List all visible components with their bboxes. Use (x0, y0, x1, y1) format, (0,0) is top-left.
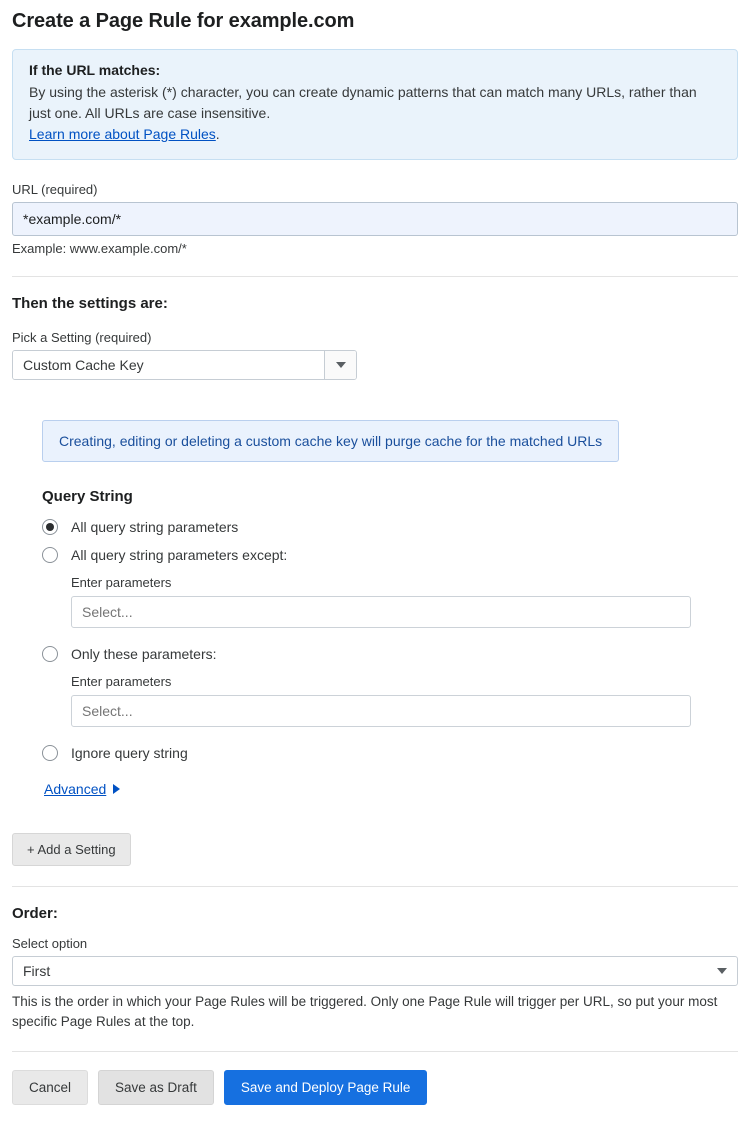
learn-more-link[interactable]: Learn more about Page Rules (29, 126, 216, 142)
only-params-label: Enter parameters (71, 674, 172, 689)
purge-warning: Creating, editing or deleting a custom cache key will purge cache for the matched URLs (42, 420, 619, 462)
order-help-text: This is the order in which your Page Rules will be triggered. Only one Page Rule will trigger per URL, so put your most specific Page Rules at the top. (12, 994, 718, 1029)
divider-order (12, 886, 738, 887)
chevron-right-icon (113, 784, 120, 794)
save-draft-button[interactable]: Save as Draft (98, 1070, 214, 1105)
only-params-block (71, 674, 738, 727)
radio-label-only-these-params: Only these parameters: (71, 646, 217, 662)
settings-heading: Then the settings are: (12, 295, 168, 312)
cancel-button[interactable]: Cancel (12, 1070, 88, 1105)
url-field-label: URL (required) (12, 182, 98, 197)
setting-picker[interactable] (12, 350, 357, 380)
order-select-value: First (23, 963, 51, 979)
callout-title: If the URL matches: (29, 62, 161, 78)
order-title: Order: (12, 905, 58, 922)
radio-all-params[interactable] (42, 519, 738, 535)
radio-label-all-params: All query string parameters (71, 519, 239, 535)
setting-picker-label: Pick a Setting (required) (12, 330, 152, 345)
url-match-callout (12, 49, 738, 160)
radio-all-params-except[interactable] (42, 547, 738, 563)
divider-settings (12, 276, 738, 277)
chevron-down-icon[interactable] (324, 351, 356, 379)
callout-text: By using the asterisk (*) character, you can create dynamic patterns that can match many URLs, rather than just one. All URLs are case insensitive. (29, 84, 697, 121)
advanced-toggle[interactable] (44, 781, 738, 797)
order-select[interactable] (12, 956, 738, 986)
radio-ignore-query-string[interactable] (42, 745, 738, 761)
caret-shape (336, 362, 346, 368)
radio-icon-only-these-params[interactable] (42, 646, 58, 662)
callout-link-suffix: . (215, 126, 220, 142)
radio-label-ignore-query-string: Ignore query string (71, 745, 188, 761)
add-setting-button[interactable]: + Add a Setting (12, 833, 131, 866)
save-deploy-button[interactable]: Save and Deploy Page Rule (224, 1070, 428, 1105)
query-string-title: Query String (42, 488, 133, 505)
divider-footer (12, 1051, 738, 1052)
radio-icon-all-params-except[interactable] (42, 547, 58, 563)
only-params-input[interactable] (71, 695, 691, 727)
order-select-label: Select option (12, 936, 88, 951)
setting-picker-value: Custom Cache Key (13, 351, 324, 379)
url-input[interactable] (12, 202, 738, 236)
radio-only-these-params[interactable] (42, 646, 738, 662)
url-help-text: Example: www.example.com/* (12, 241, 187, 256)
except-params-input[interactable] (71, 596, 691, 628)
except-params-block (71, 575, 738, 628)
page-rule-form (0, 10, 750, 1121)
radio-icon-all-params[interactable] (42, 519, 58, 535)
page-title: Create a Page Rule for example.com (12, 10, 355, 32)
chevron-down-icon-order (717, 968, 727, 974)
custom-cache-key-panel (42, 420, 738, 797)
radio-icon-ignore-query-string[interactable] (42, 745, 58, 761)
form-actions (12, 1070, 738, 1121)
radio-label-all-params-except: All query string parameters except: (71, 547, 288, 563)
callout-body (29, 82, 721, 145)
advanced-link[interactable]: Advanced (44, 781, 107, 797)
except-params-label: Enter parameters (71, 575, 172, 590)
